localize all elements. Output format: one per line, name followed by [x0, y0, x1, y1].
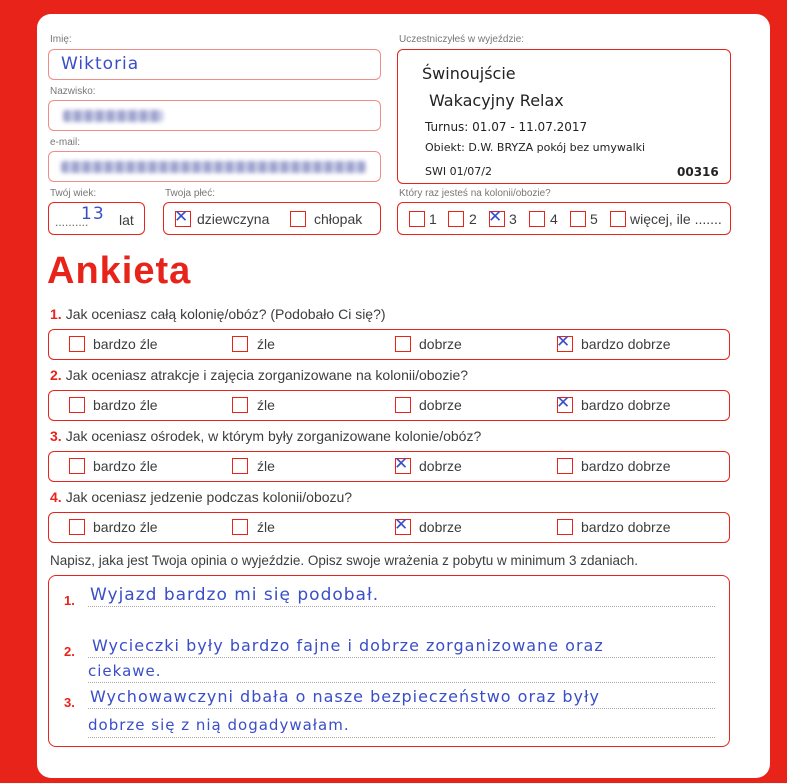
q4-option-bardzo-zle: bardzo źle	[93, 519, 158, 535]
times-checkbox-1[interactable]	[409, 211, 425, 227]
opinion-line-3: Wychowawczyni dbała o nasze bezpieczeństwo oraz były	[90, 687, 600, 706]
check-mark-icon: ✕	[174, 207, 189, 227]
times-field	[397, 202, 731, 235]
email-label: e-mail:	[50, 137, 81, 148]
q4-checkbox-dobrze[interactable]	[394, 515, 411, 535]
age-unit: lat	[119, 212, 134, 228]
writing-line	[88, 682, 715, 683]
gender-option-boy: chłopak	[314, 211, 363, 227]
question-2	[50, 367, 468, 383]
question-number: 4.	[50, 489, 62, 505]
check-mark-icon: ✕	[394, 454, 409, 474]
gender-checkbox-girl[interactable]	[174, 207, 191, 227]
opinion-line-2b: ciekawe.	[88, 662, 162, 680]
q3-checkbox-bardzo-zle[interactable]	[69, 458, 85, 474]
times-option-5: 5	[590, 211, 598, 227]
question-number: 1.	[50, 306, 62, 322]
times-checkbox-more[interactable]	[610, 211, 626, 227]
email-field[interactable]	[48, 151, 381, 182]
q1-checkbox-zle[interactable]	[232, 336, 248, 352]
q1-option-bardzo-zle: bardzo źle	[93, 336, 158, 352]
question-text: Jak oceniasz atrakcje i zajęcia zorganizowane na kolonii/obozie?	[65, 367, 469, 383]
gender-label: Twoja płeć:	[165, 188, 216, 199]
trip-info-box	[397, 49, 731, 184]
times-checkbox-4[interactable]	[529, 211, 545, 227]
q2-option-bardzo-zle: bardzo źle	[93, 397, 158, 413]
q4-checkbox-zle[interactable]	[232, 519, 248, 535]
opinion-number-1: 1.	[64, 593, 75, 608]
answer-row-3	[48, 451, 730, 482]
question-number: 3.	[50, 428, 62, 444]
q2-checkbox-zle[interactable]	[232, 397, 248, 413]
question-4	[50, 489, 352, 505]
question-text: Jak oceniasz ośrodek, w którym były zorganizowane kolonie/obóz?	[65, 428, 482, 444]
q1-checkbox-dobrze[interactable]	[395, 336, 411, 352]
surname-field[interactable]	[48, 100, 381, 131]
q2-option-bardzo-dobrze: bardzo dobrze	[581, 397, 671, 413]
gender-field	[163, 202, 381, 235]
opinion-prompt: Napisz, jaka jest Twoja opinia o wyjeździe. Opisz swoje wrażenia z pobytu w minimum 3 zdaniach.	[50, 553, 639, 568]
question-number: 2.	[50, 367, 62, 383]
trip-name: Wakacyjny Relax	[429, 91, 564, 110]
q2-option-zle: źle	[257, 397, 275, 413]
trip-obiekt: Obiekt: D.W. BRYZA pokój bez umywalki	[425, 141, 646, 154]
answer-row-2	[48, 390, 730, 421]
times-option-3: 3	[509, 211, 517, 227]
question-3	[50, 428, 481, 444]
times-checkbox-2[interactable]	[448, 211, 464, 227]
name-field[interactable]	[48, 49, 381, 80]
q1-option-bardzo-dobrze: bardzo dobrze	[581, 336, 671, 352]
q1-option-dobrze: dobrze	[419, 336, 462, 352]
opinion-number-2: 2.	[64, 644, 75, 659]
opinion-line-2: Wycieczki były bardzo fajne i dobrze zorganizowane oraz	[92, 636, 604, 655]
writing-line	[88, 708, 715, 709]
name-value: Wiktoria	[61, 54, 140, 74]
q3-option-dobrze: dobrze	[419, 458, 462, 474]
times-option-2: 2	[469, 211, 477, 227]
q3-option-bardzo-zle: bardzo źle	[93, 458, 158, 474]
q4-option-bardzo-dobrze: bardzo dobrze	[581, 519, 671, 535]
times-option-1: 1	[429, 211, 437, 227]
q1-option-zle: źle	[257, 336, 275, 352]
q2-checkbox-bardzo-dobrze[interactable]	[556, 393, 573, 413]
q4-checkbox-bardzo-zle[interactable]	[69, 519, 85, 535]
times-label: Który raz jesteś na kolonii/obozie?	[399, 188, 551, 199]
check-mark-icon: ✕	[488, 207, 503, 227]
writing-line	[88, 606, 715, 607]
age-label: Twój wiek:	[50, 188, 97, 199]
surname-redacted	[63, 110, 163, 122]
surname-label: Nazwisko:	[50, 86, 96, 97]
writing-line	[88, 657, 715, 658]
q3-option-bardzo-dobrze: bardzo dobrze	[581, 458, 671, 474]
age-field[interactable]	[48, 202, 145, 235]
trip-label: Uczestniczyłeś w wyjeździe:	[399, 34, 525, 45]
q3-option-zle: źle	[257, 458, 275, 474]
email-redacted	[61, 161, 366, 173]
writing-line	[88, 737, 715, 738]
times-checkbox-5[interactable]	[570, 211, 586, 227]
name-label: Imię:	[50, 34, 72, 45]
opinion-number-3: 3.	[64, 695, 75, 710]
opinion-line-3b: dobrze się z nią dogadywałam.	[88, 716, 350, 734]
age-dots: ..........	[55, 215, 89, 229]
answer-row-4	[48, 512, 730, 543]
q3-checkbox-zle[interactable]	[232, 458, 248, 474]
gender-checkbox-boy[interactable]	[290, 211, 306, 227]
times-checkbox-3[interactable]	[488, 207, 505, 227]
question-text: Jak oceniasz jedzenie podczas kolonii/obozu?	[65, 489, 353, 505]
opinion-line-1: Wyjazd bardzo mi się podobał.	[90, 585, 380, 605]
q1-checkbox-bardzo-dobrze[interactable]	[556, 332, 573, 352]
answer-row-1	[48, 329, 730, 360]
times-option-4: 4	[550, 211, 558, 227]
q3-checkbox-bardzo-dobrze[interactable]	[557, 458, 573, 474]
age-value: 13	[81, 204, 105, 224]
check-mark-icon: ✕	[556, 393, 571, 413]
q4-option-zle: źle	[257, 519, 275, 535]
check-mark-icon: ✕	[394, 515, 409, 535]
times-option-more: więcej, ile .......	[630, 211, 722, 227]
survey-title: Ankieta	[47, 250, 192, 292]
q4-option-dobrze: dobrze	[419, 519, 462, 535]
trip-code: SWI 01/07/2	[425, 165, 493, 178]
question-1	[50, 306, 386, 322]
q1-checkbox-bardzo-zle[interactable]	[69, 336, 85, 352]
trip-city: Świnoujście	[422, 64, 516, 83]
check-mark-icon: ✕	[556, 332, 571, 352]
q3-checkbox-dobrze[interactable]	[394, 454, 411, 474]
q2-checkbox-bardzo-zle[interactable]	[69, 397, 85, 413]
trip-turnus: Turnus: 01.07 - 11.07.2017	[425, 120, 588, 134]
trip-number: 00316	[677, 165, 719, 179]
gender-option-girl: dziewczyna	[197, 211, 270, 227]
q2-checkbox-dobrze[interactable]	[395, 397, 411, 413]
question-text: Jak oceniasz całą kolonię/obóz? (Podobało Ci się?)	[65, 306, 386, 322]
q4-checkbox-bardzo-dobrze[interactable]	[557, 519, 573, 535]
q2-option-dobrze: dobrze	[419, 397, 462, 413]
